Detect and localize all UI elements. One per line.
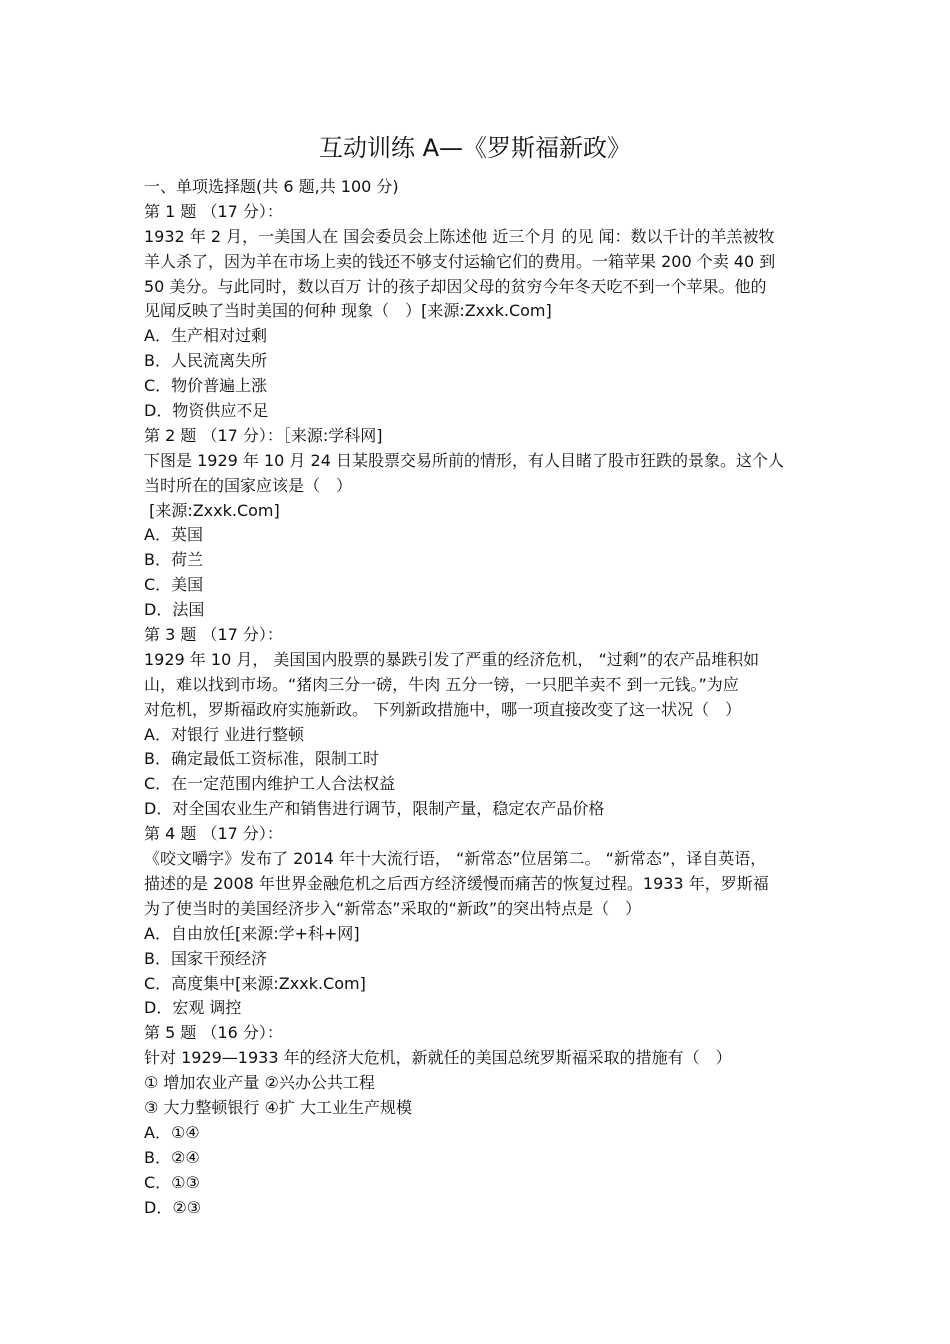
option-b: B．国家干预经济: [144, 948, 267, 968]
page-title: 互动训练 A—《罗斯福新政》: [318, 134, 632, 162]
question-5: [144, 1021, 816, 1220]
option-c: C．高度集中[来源:Zxxk.Com]: [144, 973, 366, 993]
option-b: B．②④: [144, 1147, 200, 1167]
option-d: D．宏观 调控: [144, 998, 242, 1018]
option-d: D．法国: [144, 600, 205, 620]
question-stem-line: 羊人杀了，因为羊在市场上卖的钱还不够支付运输它们的费用。一箱苹果 200 个卖 40 到: [144, 251, 776, 271]
question-header: 第 3 题 （17 分）：: [144, 625, 283, 645]
question-stem-line: 下图是 1929 年 10 月 24 日某股票交易所前的情形，有人目睹了股市狂跌的景象。这个人: [144, 450, 784, 470]
question-stem-line: [来源:Zxxk.Com]: [144, 500, 280, 520]
question-header: 第 4 题 （17 分）：: [144, 824, 283, 844]
section-heading: 一、单项选择题(共 6 题,共 100 分): [144, 177, 399, 196]
question-stem-line: 当时所在的国家应该是（ ）: [144, 475, 353, 495]
option-c: C．美国: [144, 575, 204, 595]
question-stem-line: 针对 1929—1933 年的经济大危机，新就任的美国总统罗斯福采取的措施有（ ）: [144, 1048, 732, 1068]
option-b: B．荷兰: [144, 550, 203, 570]
question-stem-line: 山，难以找到市场。“猪肉三分一磅，牛肉 五分一镑，一只肥羊卖不 到一元钱。”为应: [144, 674, 739, 694]
question-1: [144, 200, 816, 424]
question-header: 第 1 题 （17 分）：: [144, 201, 283, 221]
option-d: D．物资供应不足: [144, 401, 269, 421]
question-stem-line: 为了使当时的美国经济步入“新常态”采取的“新政”的突出特点是（ ）: [144, 898, 642, 918]
option-a: A．生产相对过剩: [144, 326, 267, 346]
question-stem-line: 对危机，罗斯福政府实施新政。 下列新政措施中，哪一项直接改变了这一状况（ ）: [144, 699, 742, 719]
document-body: [144, 175, 816, 1220]
question-stem-line: 见闻反映了当时美国的何种 现象（ ）[来源:Zxxk.Com]: [144, 301, 552, 321]
option-d: D．②③: [144, 1197, 202, 1217]
question-stem-line: 1932 年 2 月，一美国人在 国会委员会上陈述他 近三个月 的见 闻：数以千计的羊羔被牧: [144, 226, 775, 246]
option-a: A．①④: [144, 1122, 200, 1142]
option-a: A．英国: [144, 525, 203, 545]
option-d: D．对全国农业生产和销售进行调节，限制产量，稳定农产品价格: [144, 799, 605, 819]
option-b: B．确定最低工资标准，限制工时: [144, 749, 379, 769]
option-c: C．在一定范围内维护工人合法权益: [144, 774, 396, 794]
question-3: [144, 623, 816, 822]
option-a: A．对银行 业进行整顿: [144, 724, 305, 744]
question-4: [144, 822, 816, 1021]
question-header: 第 2 题 （17 分）：［来源:学科网]: [144, 425, 383, 445]
question-2: [144, 424, 816, 623]
question-stem-line: ③ 大力整顿银行 ④扩 大工业生产规模: [144, 1097, 412, 1117]
option-a: A．自由放任[来源:学+科+网]: [144, 923, 360, 943]
question-stem-line: 1929 年 10 月， 美国国内股票的暴跌引发了严重的经济危机， “过剩”的农产品堆积如: [144, 649, 760, 669]
question-header: 第 5 题 （16 分）：: [144, 1023, 283, 1043]
question-stem-line: 描述的是 2008 年世界金融危机之后西方经济缓慢而痛苦的恢复过程。1933 年，罗斯福: [144, 873, 769, 893]
question-stem-line: 《咬文嚼字》发布了 2014 年十大流行语， “新常态”位居第二。 “新常态”，译自英语，: [144, 849, 767, 869]
option-c: C．①③: [144, 1172, 200, 1192]
question-stem-line: 50 美分。与此同时，数以百万 计的孩子却因父母的贫穷今年冬天吃不到一个苹果。他的: [144, 276, 767, 296]
question-stem-line: ① 增加农业产量 ②兴办公共工程: [144, 1073, 375, 1093]
option-b: B．人民流离失所: [144, 351, 267, 371]
option-c: C．物价普遍上涨: [144, 376, 268, 396]
